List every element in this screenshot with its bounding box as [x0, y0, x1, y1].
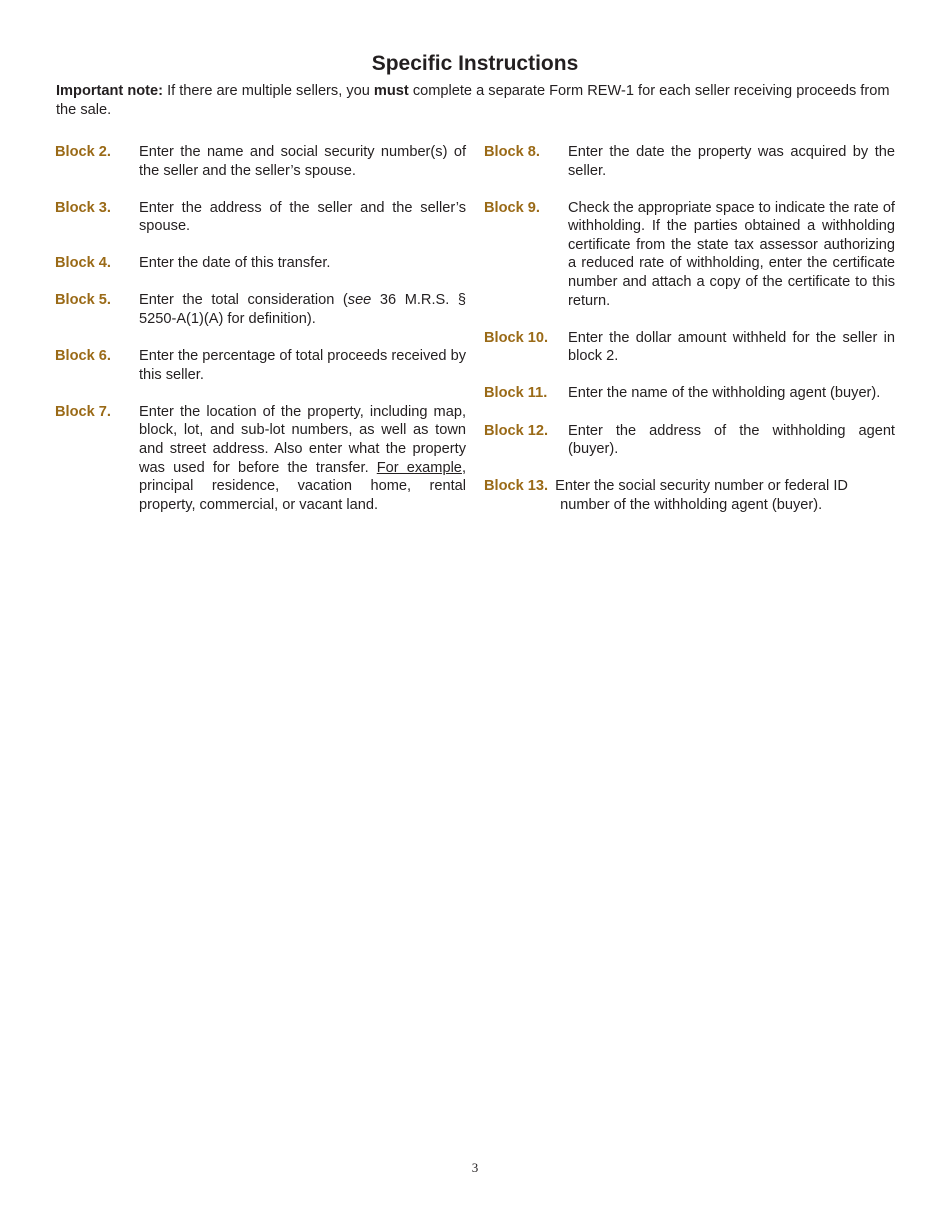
block-4-instruction	[55, 254, 466, 273]
page-number: 3	[471, 1160, 479, 1175]
block-text-part: 36 M.R.S. § 5250-A(1)(A) for definition).	[139, 292, 466, 328]
block-text: Enter the date the property was acquired by the seller.	[568, 144, 895, 179]
block-text: Enter the percentage of total proceeds received by this seller.	[139, 348, 466, 383]
block-text-underlined: For example	[376, 459, 462, 476]
block-label: Block 9.	[484, 199, 540, 216]
block-10-instruction	[484, 329, 895, 366]
block-5-instruction	[55, 291, 466, 328]
block-text: Enter the name of the withholding agent (buyer).	[568, 385, 881, 402]
block-text-part: Enter the location of the property, including map, block, lot, and sub-lot numbers, as well as town and street address. Also enter what the property was used for before the transfer.	[139, 403, 466, 476]
block-text: Check the appropriate space to indicate the rate of withholding. If the parties obtained a withholding certificate from the state tax assessor authorizing a reduced rate of withholding, enter the certificate number and attach a copy of the certificate to this return.	[568, 199, 895, 309]
important-note-label: Important note:	[56, 83, 164, 99]
block-label: Block 8.	[484, 144, 540, 160]
block-text	[139, 291, 466, 328]
block-text-italic: see	[347, 292, 372, 309]
block-3-instruction	[55, 199, 466, 236]
important-note-emphasis: must	[373, 83, 409, 99]
page-title: Specific Instructions	[371, 52, 579, 75]
block-label: Block 6.	[55, 348, 111, 365]
block-7-instruction	[55, 403, 466, 515]
block-label: Block 7.	[55, 403, 111, 420]
block-text-part: Enter the total consideration (	[139, 292, 348, 309]
block-label: Block 10.	[484, 329, 549, 346]
block-label: Block 2.	[55, 144, 111, 160]
block-text-line: Enter the social security number or federal ID	[555, 478, 848, 495]
left-column	[55, 143, 466, 533]
block-label: Block 3.	[55, 199, 111, 216]
block-6-instruction	[55, 347, 466, 384]
important-note-text-before: If there are multiple sellers, you	[163, 83, 374, 99]
block-2-instruction	[55, 143, 466, 180]
block-text	[139, 403, 466, 515]
block-13-instruction	[484, 477, 895, 514]
block-label: Block 4.	[55, 255, 111, 272]
block-text-line: number of the withholding agent (buyer).	[560, 496, 823, 513]
block-text: Enter the dollar amount withheld for the seller in block 2.	[568, 329, 895, 365]
block-label: Block 5.	[55, 292, 111, 309]
block-label: Block 11.	[484, 385, 548, 402]
block-text: Enter the date of this transfer.	[139, 255, 331, 272]
important-note	[56, 82, 896, 120]
block-12-instruction	[484, 422, 895, 459]
block-9-instruction	[484, 199, 895, 311]
block-label: Block 12.	[484, 422, 549, 439]
block-text: Enter the address of the seller and the seller’s spouse.	[139, 199, 466, 235]
block-8-instruction	[484, 143, 895, 180]
block-text-part: , principal residence, vacation home, rental property, commercial, or vacant land.	[139, 459, 466, 513]
right-column	[484, 143, 895, 533]
block-text: Enter the name and social security number(s) of the seller and the seller’s spouse.	[139, 144, 466, 179]
block-text	[555, 477, 895, 514]
important-note-text-after: complete a separate Form REW-1 for each seller receiving proceeds from the sale.	[56, 83, 890, 118]
block-text: Enter the address of the withholding agent (buyer).	[568, 422, 895, 458]
block-label: Block 13.	[484, 478, 549, 495]
block-11-instruction	[484, 384, 895, 403]
